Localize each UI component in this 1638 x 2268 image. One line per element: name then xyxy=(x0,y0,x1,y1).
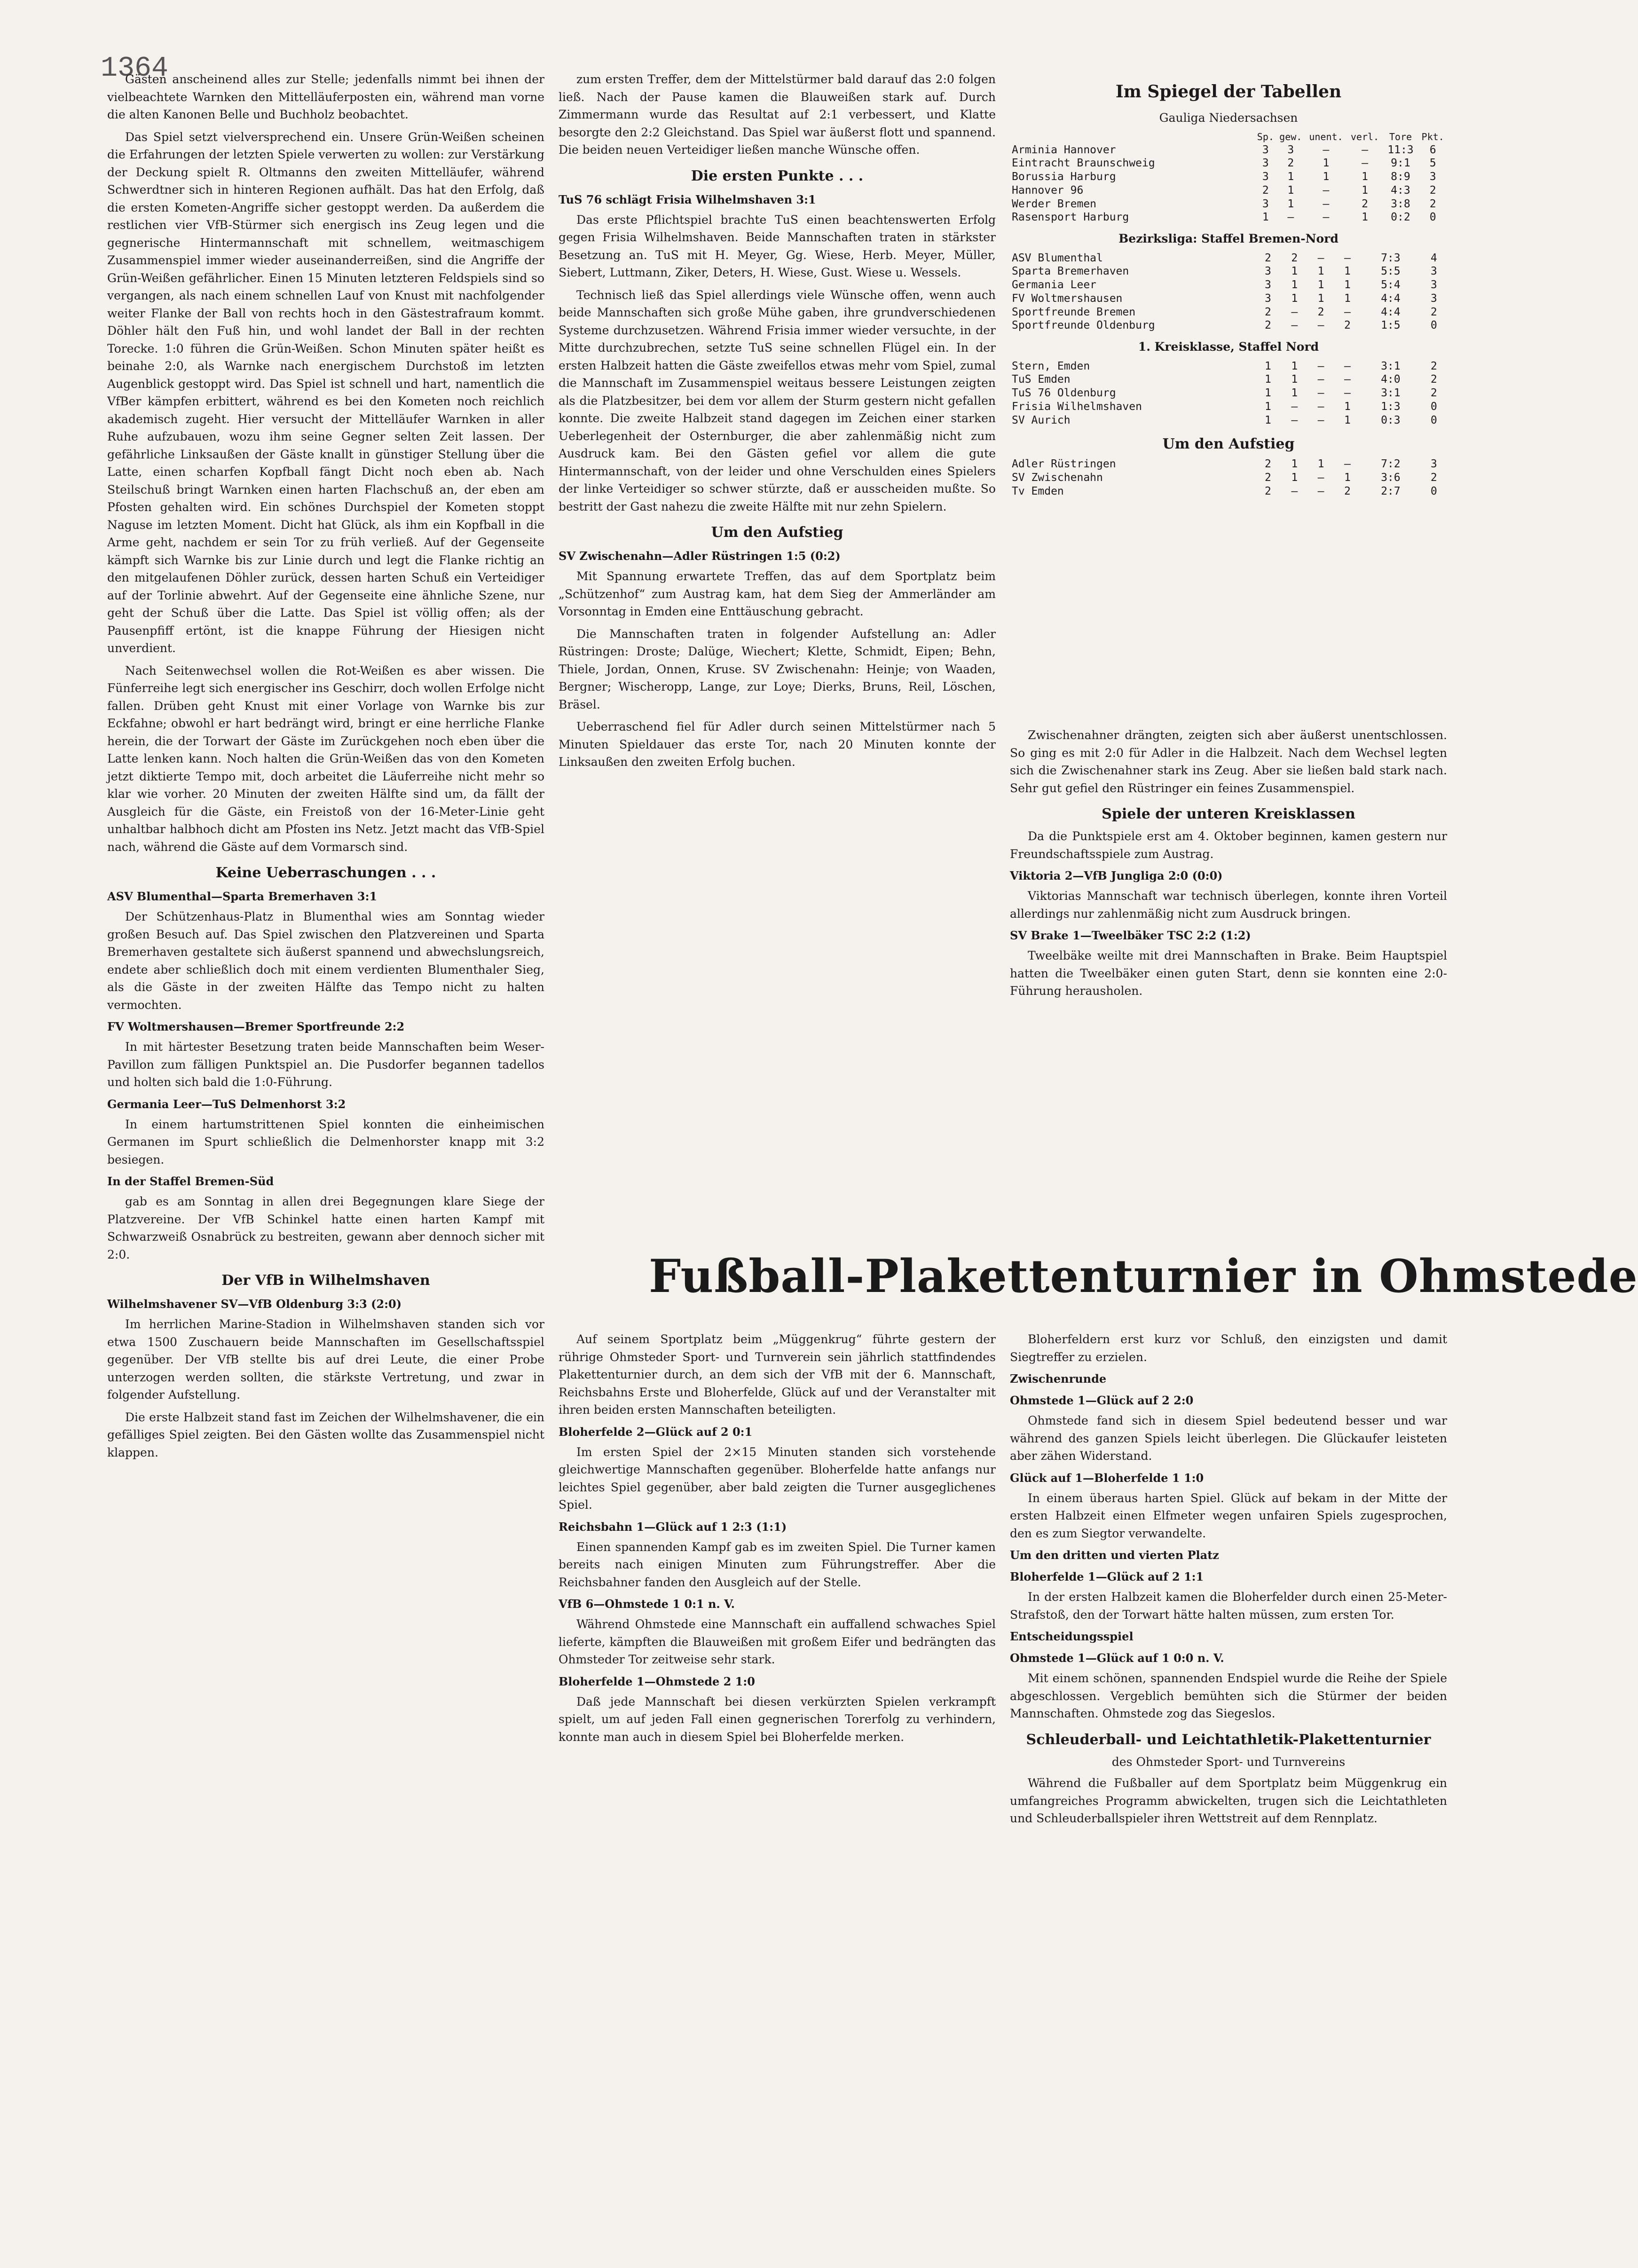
table-cell: 6 xyxy=(1429,143,1436,156)
table-cell: 3 xyxy=(1262,197,1269,210)
team-name: Stern, Emden xyxy=(1012,360,1090,372)
table-header: Sp. gew. unent. verl. Tore Pkt. xyxy=(1257,131,1444,142)
table-cell: 1 xyxy=(1291,292,1298,305)
table-cell: 0 xyxy=(1430,414,1437,426)
table-row xyxy=(1010,170,1447,184)
team-name: Germania Leer xyxy=(1012,279,1097,291)
table-cell: 7:3 xyxy=(1381,252,1401,264)
table-cell: 1 xyxy=(1291,472,1298,484)
paragraph: Viktorias Mannschaft war technisch überlegen, konnte ihren Vorteil allerdings nur zahlenmäßig nicht zum Ausdruck bringen. xyxy=(1010,889,1447,921)
league-name: 1. Kreisklasse, Staffel Nord xyxy=(1138,340,1319,354)
match-title: Bloherfelde 1—Glück auf 2 1:1 xyxy=(1010,1570,1204,1583)
table-cell: 3 xyxy=(1262,143,1269,156)
section-heading: Spiele der unteren Kreisklassen xyxy=(1102,806,1355,822)
table-cell: — xyxy=(1291,400,1298,413)
table-cell: 1 xyxy=(1317,279,1324,291)
table-cell: — xyxy=(1291,414,1298,426)
table-row xyxy=(1010,485,1447,498)
team-name: SV Zwischenahn xyxy=(1012,472,1103,484)
table-cell: — xyxy=(1362,157,1368,170)
match-title: In der Staffel Bremen-Süd xyxy=(107,1174,274,1188)
table-cell: 0 xyxy=(1429,211,1436,224)
match-title: VfB 6—Ohmstede 1 0:1 n. V. xyxy=(559,1597,735,1611)
table-cell: — xyxy=(1317,485,1324,497)
section-heading: Um den Aufstieg xyxy=(711,524,843,541)
table-cell: 1 xyxy=(1265,387,1271,399)
table-cell: 1:5 xyxy=(1381,319,1401,332)
table-cell: — xyxy=(1317,414,1324,426)
column-3-lower xyxy=(1010,1331,1447,2214)
table-cell: 5:4 xyxy=(1381,279,1401,291)
section-heading: Der VfB in Wilhelmshaven xyxy=(221,1272,430,1289)
section-heading: Die ersten Punkte . . . xyxy=(691,167,864,184)
table-cell: 1 xyxy=(1362,211,1368,224)
paragraph: Tweelbäke weilte mit drei Mannschaften in Brake. Beim Hauptspiel hatten die Tweelbäker einen guten Start, denn sie konnten eine 2:0-Führung herausholen. xyxy=(1010,949,1447,998)
league-name: Bezirksliga: Staffel Bremen-Nord xyxy=(1118,232,1339,245)
table-cell: 2 xyxy=(1291,252,1298,264)
team-name: TuS Emden xyxy=(1012,373,1071,386)
table-cell: 4:4 xyxy=(1381,292,1401,305)
table-cell: 1 xyxy=(1344,265,1351,278)
table-cell: 4:3 xyxy=(1391,184,1410,197)
table-cell: 0:3 xyxy=(1381,414,1401,426)
table-cell: 3 xyxy=(1430,265,1437,278)
table-cell: — xyxy=(1323,143,1330,156)
paragraph: Daß jede Mannschaft bei diesen verkürzten Spielen verkrampft spielt, um auf jeden Fall einen gegnerischen Torerfolg zu verhindern, konnte man auch in diesem Spiel bei Bloherfelde merken. xyxy=(559,1694,996,1744)
paragraph: Bloherfeldern erst kurz vor Schluß, den einzigsten und damit Siegtreffer zu erzielen. xyxy=(1010,1332,1447,1364)
table-cell: 2 xyxy=(1430,472,1437,484)
column-2 xyxy=(559,71,996,1234)
paragraph: Die Mannschaften traten in folgender Aufstellung an: Adler Rüstringen: Droste; Dalüge, Wiechert; Klette, Schmidt, Eipen; Behn, Thiele, Jordan, Onnen, Kruse. SV Zwischenahn: Heinje; von Waaden, Bergner; Wischeropp, Lange, zur Loye; Dierks, Bruns, Reil, Löschen, Bräsel. xyxy=(559,627,996,711)
team-name: Sparta Bremerhaven xyxy=(1012,265,1129,278)
paragraph: Mit einem schönen, spannenden Endspiel wurde die Reihe der Spiele abgeschlossen. Vergeblich bemühten sich die Stürmer der beiden Mannschaften. Ohmstede zog das Siegeslos. xyxy=(1010,1671,1447,1720)
table-cell: 1 xyxy=(1265,373,1271,386)
table-row xyxy=(1010,252,1447,265)
table-cell: — xyxy=(1344,306,1351,318)
table-cell: — xyxy=(1317,387,1324,399)
team-name: Werder Bremen xyxy=(1012,197,1097,210)
table-row xyxy=(1010,278,1447,292)
team-name: Arminia Hannover xyxy=(1012,143,1116,156)
table-cell: — xyxy=(1291,485,1298,497)
table-cell: 1 xyxy=(1344,400,1351,413)
table-cell: 3:8 xyxy=(1391,197,1410,210)
table-cell: 0 xyxy=(1430,400,1437,413)
table-cell: 9:1 xyxy=(1391,157,1410,170)
table-cell: 1 xyxy=(1317,292,1324,305)
table-row xyxy=(1010,306,1447,319)
table-cell: 3 xyxy=(1430,292,1437,305)
table-cell: 2 xyxy=(1362,197,1368,210)
paragraph: Im herrlichen Marine-Stadion in Wilhelmshaven standen sich vor etwa 1500 Zuschauern beide Mannschaften im Gesellschaftsspiel gegenüber. Der VfB stellte bis auf drei Leute, die einer Probe unterzogen werden sollten, die stärkste Vertretung, und zwar in folgender Aufstellung. xyxy=(107,1317,544,1402)
match-title: SV Zwischenahn—Adler Rüstringen 1:5 (0:2) xyxy=(559,549,841,563)
table-row xyxy=(1010,211,1447,224)
paragraph: Im ersten Spiel der 2×15 Minuten standen sich vorstehende gleichwertige Mannschaften gegenüber. Bloherfelde hatte anfangs nur leichtes Spiel gegenüber, aber bald zeigten die Turner ausgeglichenes Spiel. xyxy=(559,1445,996,1512)
table-cell: — xyxy=(1344,360,1351,372)
team-name: TuS 76 Oldenburg xyxy=(1012,387,1116,399)
table-cell: 2:7 xyxy=(1381,485,1401,497)
table-row xyxy=(1010,386,1447,400)
table-row xyxy=(1010,400,1447,414)
standings-table-aufstieg xyxy=(1010,457,1447,498)
table-cell: 1 xyxy=(1344,472,1351,484)
table-cell: 2 xyxy=(1265,472,1271,484)
table-row xyxy=(1010,184,1447,197)
match-title: Germania Leer—TuS Delmenhorst 3:2 xyxy=(107,1097,346,1111)
table-cell: 3:1 xyxy=(1381,387,1401,399)
table-cell: — xyxy=(1323,211,1330,224)
table-row xyxy=(1010,360,1447,373)
table-cell: 2 xyxy=(1430,306,1437,318)
table-cell: 8:9 xyxy=(1391,171,1410,183)
table-cell: 3 xyxy=(1287,143,1294,156)
table-cell: 1 xyxy=(1317,265,1324,278)
table-cell: 2 xyxy=(1265,252,1271,264)
paragraph: Das erste Pflichtspiel brachte TuS einen beachtenswerten Erfolg gegen Frisia Wilhelmshaven. Beide Mannschaften traten in stärkster Besetzung an. TuS mit H. Meyer, Gg. Wiese, Herb. Meyer, Müller, Siebert, Luttmann, Ziker, Deters, H. Wiese, Gust. Wiese u. Wessels. xyxy=(559,213,996,279)
team-name: Tv Emden xyxy=(1012,485,1064,497)
table-cell: 1 xyxy=(1291,373,1298,386)
table-cell: 2 xyxy=(1265,306,1271,318)
team-name: Borussia Harburg xyxy=(1012,171,1116,183)
table-cell: — xyxy=(1317,400,1324,413)
table-cell: 1 xyxy=(1344,292,1351,305)
team-name: Eintracht Braunschweig xyxy=(1012,157,1155,170)
table-cell: 1 xyxy=(1265,360,1271,372)
match-title: Zwischenrunde xyxy=(1010,1372,1107,1386)
column-2-lower xyxy=(559,1331,996,2214)
table-cell: 1 xyxy=(1291,387,1298,399)
paragraph: In der ersten Halbzeit kamen die Bloherfelder durch einen 25-Meter-Strafstoß, den der Torwart hätte halten müssen, zum ersten Tor. xyxy=(1010,1590,1447,1622)
table-cell: 2 xyxy=(1265,458,1271,471)
table-cell: 1 xyxy=(1265,400,1271,413)
paragraph: Ueberraschend fiel für Adler durch seinen Mittelstürmer nach 5 Minuten Spieldauer das erste Tor, nach 20 Minuten konnte der Linksaußen den zweiten Erfolg buchen. xyxy=(559,720,996,769)
section-heading: Schleuderball- und Leichtathletik-Plakettenturnier xyxy=(1026,1731,1431,1748)
table-cell: — xyxy=(1317,373,1324,386)
table-cell: 1 xyxy=(1362,171,1368,183)
table-cell: 4:4 xyxy=(1381,306,1401,318)
table-cell: — xyxy=(1362,143,1368,156)
paragraph: Während Ohmstede eine Mannschaft ein auffallend schwaches Spiel lieferte, kämpften die Blauweißen mit großem Eifer und bedrängten das Ohmsteder Tor zeitweise sehr stark. xyxy=(559,1617,996,1666)
table-cell: 4:0 xyxy=(1381,373,1401,386)
table-cell: 3:6 xyxy=(1381,472,1401,484)
table-cell: 1 xyxy=(1317,458,1324,471)
standings-table-gauliga xyxy=(1010,131,1447,225)
table-cell: — xyxy=(1323,184,1330,197)
subheading: des Ohmsteder Sport- und Turnvereins xyxy=(1111,1755,1346,1769)
team-name: Sportfreunde Bremen xyxy=(1012,306,1136,318)
table-cell: 1 xyxy=(1362,184,1368,197)
match-title: Bloherfelde 1—Ohmstede 2 1:0 xyxy=(559,1674,755,1688)
table-cell: 0 xyxy=(1430,485,1437,497)
table-cell: 1 xyxy=(1287,184,1294,197)
paragraph: Ohmstede fand sich in diesem Spiel bedeutend besser und war während des ganzen Spiels leicht überlegen. Die Glückaufer leisteten aber zähen Widerstand. xyxy=(1010,1414,1447,1463)
table-cell: 2 xyxy=(1344,319,1351,332)
section-heading: Keine Ueberraschungen . . . xyxy=(215,865,436,881)
paragraph: Die erste Halbzeit stand fast im Zeichen der Wilhelmshavener, die ein gefälliges Spiel zeigten. Bei den Gästen wollte das Zusammenspiel nicht klappen. xyxy=(107,1410,544,1459)
table-cell: 2 xyxy=(1344,485,1351,497)
match-title: Ohmstede 1—Glück auf 1 0:0 n. V. xyxy=(1010,1651,1224,1665)
table-cell: 11:3 xyxy=(1387,143,1414,156)
table-cell: 1 xyxy=(1344,279,1351,291)
team-name: SV Aurich xyxy=(1012,414,1071,426)
column-3-text xyxy=(1010,726,1447,1316)
table-cell: 2 xyxy=(1265,319,1271,332)
table-cell: — xyxy=(1344,458,1351,471)
column-3-tables xyxy=(1010,71,1447,719)
team-name: Rasensport Harburg xyxy=(1012,211,1129,224)
standings-table-kreis xyxy=(1010,360,1447,427)
table-cell: 2 xyxy=(1430,360,1437,372)
table-row xyxy=(1010,265,1447,278)
table-row xyxy=(1010,373,1447,386)
league-name: Gauliga Niedersachsen xyxy=(1159,111,1298,125)
table-cell: 2 xyxy=(1430,373,1437,386)
table-cell: 3 xyxy=(1429,171,1436,183)
table-cell: 3 xyxy=(1265,265,1271,278)
table-cell: 2 xyxy=(1287,157,1294,170)
table-cell: 3 xyxy=(1265,292,1271,305)
table-cell: — xyxy=(1344,373,1351,386)
main-headline: Fußball-Plakettenturnier in Ohmstede xyxy=(649,1250,1638,1303)
table-cell: 2 xyxy=(1265,485,1271,497)
table-row xyxy=(1010,471,1447,485)
table-cell: 2 xyxy=(1430,387,1437,399)
table-cell: 2 xyxy=(1429,197,1436,210)
paragraph: Da die Punktspiele erst am 4. Oktober beginnen, kamen gestern nur Freundschaftsspiele zum Austrag. xyxy=(1010,829,1447,861)
table-cell: 1 xyxy=(1291,279,1298,291)
paragraph: Das Spiel setzt vielversprechend ein. Unsere Grün-Weißen scheinen die Erfahrungen der letzten Spiele verwerten zu wollen: zur Verstärkung der Deckung spielt R. Oltmanns den zweiten Mittelläufer, während Schwerdtner sich in hinteren Regionen aufhält. Das hat den Erfolg, daß die ersten Kometen-Angriffe sicher gestoppt werden. Da außerdem die restlichen vier VfB-Stürmer sich energisch ins Zeug legen und die gegnerische Hintermannschaft mit schnellem, weitmaschigem Zusammenspiel immer wieder auseinanderreißen, sind die Angriffe der Grün-Weißen gefährlicher. Einen 15 Minuten letzteren Feldspiels sind so vergangen, als nach einem schnellen Lauf von Knust mit nachfolgender weiter Flanke der Ball von rechts hoch in den Gästestrafraum kommt. Döhler hält den Fuß hin, und wohl landet der Ball in der rechten Torecke. 1:0 führen die Grün-Weißen. Schon Minuten später heißt es beinahe 2:0, als Warnke nach energischem Durchstoß im letzten Augenblick gestoppt wird. Das Spiel ist schnell und hart, namentlich die VfBer kämpfen erbittert, während es bei den Kometen noch reichlich akademisch zugeht. Hier versucht der Mittelläufer Warnken in aller Ruhe aufzubauen, wozu ihm seine Gegner selten Zeit lassen. Der gefährliche Linksaußen der Gäste knallt in günstiger Stellung über die Latte, einen scharfen Kopfball fängt Dicht noch eben ab. Nach Steilschuß bringt Warnken einen harten Flachschuß an, der eben am Pfosten gehalten wird. Ein schönes Durchspiel der Kometen stoppt Naguse im letzten Moment. Dicht hat Glück, als ihm ein Kopfball in die Arme geht, nachdem er sein Tor zu früh verließ. Auf der Gegenseite kämpft sich Warnke bis zur Linie durch und legt die Flanke richtig an den mitgelaufenen Döhler zurück, dessen harten Schuß ein Verteidiger auf der Torlinie abwehrt. Auf der Gegenseite eine ähnliche Szene, nur geht der Schuß über die Latte. Das Spiel ist völlig offen; als der Pausenpfiff ertönt, ist die knappe Führung der Hiesigen nicht unverdient. xyxy=(107,130,544,655)
page-number: 1364 xyxy=(101,53,169,85)
paragraph: Einen spannenden Kampf gab es im zweiten Spiel. Die Turner kamen bereits nach einigen Minuten zum Führungstreffer. Aber die Reichsbahner fanden den Ausgleich auf der Stelle. xyxy=(559,1540,996,1589)
team-name: ASV Blumenthal xyxy=(1012,252,1103,264)
match-title: TuS 76 schlägt Frisia Wilhelmshaven 3:1 xyxy=(559,192,816,206)
match-title: Ohmstede 1—Glück auf 2 2:0 xyxy=(1010,1394,1194,1407)
paragraph: Technisch ließ das Spiel allerdings viele Wünsche offen, wenn auch beide Mannschaften sich große Mühe gaben, ihre grundverschiedenen Systeme durchzusetzen. Während Frisia immer wieder versuchte, in der Mitte durchzubrechen, setzte TuS seine schnellen Flügel ein. In der ersten Halbzeit hatten die Gäste zweifellos etwas mehr vom Spiel, zumal die Mannschaft im Zusammenspiel weitaus bessere Leistungen zeigten als die Platzbesitzer, bei dem vor allem der Sturm gestern nicht gefallen konnte. Die zweite Halbzeit stand dagegen im Zeichen einer starken Ueberlegenheit der Osternburger, die aber zahlenmäßig nicht zum Ausdruck kam. Bei den Gästen gefiel vor allem die gute Hintermannschaft, von der leider und ohne Verschulden eines Spielers der linke Verteidiger so schwer stürzte, daß er ausscheiden mußte. So bestritt der Gast nahezu die zweite Hälfte mit nur zehn Spielern. xyxy=(559,288,996,513)
table-cell: — xyxy=(1287,211,1294,224)
match-title: Bloherfelde 2—Glück auf 2 0:1 xyxy=(559,1425,753,1439)
table-cell: 1 xyxy=(1287,197,1294,210)
match-title: Wilhelmshavener SV—VfB Oldenburg 3:3 (2:0) xyxy=(107,1297,402,1311)
table-cell: 1:3 xyxy=(1381,400,1401,413)
table-cell: 1 xyxy=(1287,171,1294,183)
column-1 xyxy=(107,71,544,2214)
paragraph: zum ersten Treffer, dem der Mittelstürmer bald darauf das 2:0 folgen ließ. Nach der Pause kamen die Blauweißen stark auf. Durch Zimmermann wurde das Resultat auf 2:1 verbessert, und Klatte besorgte den 2:2 Gleichstand. Das Spiel war äußerst flott und spannend. Die beiden neuen Verteidiger ließen manche Wünsche offen. xyxy=(559,72,996,157)
table-cell: — xyxy=(1291,319,1298,332)
table-cell: — xyxy=(1317,360,1324,372)
table-cell: 1 xyxy=(1262,211,1269,224)
table-cell: 3 xyxy=(1265,279,1271,291)
table-cell: 3:1 xyxy=(1381,360,1401,372)
paragraph: In mit härtester Besetzung traten beide Mannschaften beim Weser-Pavillon zum fälligen Punktspiel an. Die Pusdorfer begannen tadellos und holten sich bald die 1:0-Führung. xyxy=(107,1040,544,1089)
table-cell: 1 xyxy=(1265,414,1271,426)
paragraph: In einem überaus harten Spiel. Glück auf bekam in der Mitte der ersten Halbzeit einen Elfmeter wegen unfairen Spiels zugesprochen, den es zum Siegtor verwandelte. xyxy=(1010,1491,1447,1540)
table-cell: 2 xyxy=(1429,184,1436,197)
table-cell: 1 xyxy=(1291,265,1298,278)
team-name: FV Woltmershausen xyxy=(1012,292,1123,305)
tables-title: Im Spiegel der Tabellen xyxy=(1115,82,1342,102)
paragraph: Gästen anscheinend alles zur Stelle; jedenfalls nimmt bei ihnen der vielbeachtete Warnken den Mittelläuferposten ein, während man vorne die alten Kanonen Belle und Buchholz beobachtet. xyxy=(107,72,544,121)
team-name: Adler Rüstringen xyxy=(1012,458,1116,471)
table-cell: 0:2 xyxy=(1391,211,1410,224)
table-cell: 3 xyxy=(1430,279,1437,291)
section-heading: Um den Aufstieg xyxy=(1162,436,1295,453)
paragraph: Nach Seitenwechsel wollen die Rot-Weißen es aber wissen. Die Fünferreihe legt sich energischer ins Geschirr, doch wollen Erfolge nicht fallen. Drüben geht Knust mit einer Vorlage von Warnke bis zur Eckfahne; obwohl er hart bedrängt wird, bringt er eine herrliche Flanke herein, die der Torwart der Gäste im Zurückgehen noch eben über die Latte lenken kann. Noch halten die Grün-Weißen das von den Kometen jetzt diktierte Tempo mit, doch arbeitet die Läuferreihe nicht mehr so klar wie vorher. 20 Minuten der zweiten Hälfte sind um, da fällt der Ausgleich für die Gäste, ein Freistoß von der 16-Meter-Linie geht unhaltbar halbhoch dicht am Pfosten ins Netz. Jetzt macht das VfB-Spiel nach, während die Gäste auf dem Vormarsch sind. xyxy=(107,663,544,854)
match-title: SV Brake 1—Tweelbäker TSC 2:2 (1:2) xyxy=(1010,929,1251,942)
table-cell: — xyxy=(1291,306,1298,318)
paragraph: Auf seinem Sportplatz beim „Müggenkrug“ führte gestern der rührige Ohmsteder Sport- und Turnverein sein jährlich stattfindendes Plakettenturnier durch, an dem sich der VfB mit der 6. Mannschaft, Reichsbahns Erste und Bloherfelde, Glück auf und der Veranstalter mit ihren beiden ersten Mannschaften beteiligten. xyxy=(559,1332,996,1417)
table-row xyxy=(1010,457,1447,471)
table-cell: — xyxy=(1317,252,1324,264)
table-row xyxy=(1010,414,1447,427)
match-title: ASV Blumenthal—Sparta Bremerhaven 3:1 xyxy=(107,890,378,903)
table-cell: 1 xyxy=(1344,414,1351,426)
table-row xyxy=(1010,319,1447,332)
table-cell: 0 xyxy=(1430,319,1437,332)
paragraph: Mit Spannung erwartete Treffen, das auf dem Sportplatz beim „Schützenhof“ zum Austrag kam, hat dem Sieg der Ammerländer am Vorsonntag in Emden eine Enttäuschung gebracht. xyxy=(559,569,996,618)
table-row xyxy=(1010,292,1447,306)
table-cell: 5 xyxy=(1429,157,1436,170)
table-cell: — xyxy=(1344,252,1351,264)
table-row xyxy=(1010,143,1447,157)
table-cell: 1 xyxy=(1291,458,1298,471)
table-cell: — xyxy=(1344,387,1351,399)
paragraph: gab es am Sonntag in allen drei Begegnungen klare Siege der Platzvereine. Der VfB Schinkel hatte einen harten Kampf mit Schwarzweiß Osnabrück zu bestreiten, gewann aber dennoch sicher mit 2:0. xyxy=(107,1195,544,1261)
table-cell: 3 xyxy=(1262,171,1269,183)
table-cell: 1 xyxy=(1323,171,1330,183)
paragraph: Der Schützenhaus-Platz in Blumenthal wies am Sonntag wieder großen Besuch auf. Das Spiel zwischen den Platzvereinen und Sparta Bremerhaven gestaltete sich äußerst spannend und abwechslungsreich, endete aber schließlich doch mit einem verdienten Blumenthaler Sieg, als die Gäste in der zweiten Hälfte das Tempo nicht zu halten vermochten. xyxy=(107,910,544,1012)
standings-table-bremen xyxy=(1010,252,1447,333)
table-cell: 2 xyxy=(1317,306,1324,318)
match-title: Viktoria 2—VfB Jungliga 2:0 (0:0) xyxy=(1010,869,1223,882)
table-cell: 3 xyxy=(1430,458,1437,471)
match-title: Entscheidungsspiel xyxy=(1010,1630,1134,1643)
table-cell: 1 xyxy=(1291,360,1298,372)
match-title: Glück auf 1—Bloherfelde 1 1:0 xyxy=(1010,1471,1204,1485)
team-name: Frisia Wilhelmshaven xyxy=(1012,400,1142,413)
table-cell: 5:5 xyxy=(1381,265,1401,278)
table-cell: 3 xyxy=(1262,157,1269,170)
match-title: Um den dritten und vierten Platz xyxy=(1010,1548,1219,1562)
table-cell: — xyxy=(1317,472,1324,484)
team-name: Hannover 96 xyxy=(1012,184,1084,197)
table-row xyxy=(1010,197,1447,211)
table-cell: — xyxy=(1323,197,1330,210)
paragraph: In einem hartumstrittenen Spiel konnten die einheimischen Germanen im Spurt schließlich die Delmenhorster knapp mit 3:2 besiegen. xyxy=(107,1117,544,1166)
table-cell: — xyxy=(1317,319,1324,332)
paragraph: Zwischenahner drängten, zeigten sich aber äußerst unentschlossen. So ging es mit 2:0 für Adler in die Halbzeit. Nach dem Wechsel legten sich die Zwischenahner stark ins Zeug. Aber sie ließen bald stark nach. Sehr gut gefiel den Rüstringer ein feines Zusammenspiel. xyxy=(1010,728,1447,795)
table-cell: 2 xyxy=(1262,184,1269,197)
match-title: Reichsbahn 1—Glück auf 1 2:3 (1:1) xyxy=(559,1520,787,1534)
paragraph: Während die Fußballer auf dem Sportplatz beim Müggenkrug ein umfangreiches Programm abwickelten, trugen sich die Leichtathleten und Schleuderballspieler ihren Wettstreit auf dem Rennplatz. xyxy=(1010,1776,1447,1825)
table-cell: 7:2 xyxy=(1381,458,1401,471)
table-cell: 1 xyxy=(1323,157,1330,170)
table-row xyxy=(1010,157,1447,170)
team-name: Sportfreunde Oldenburg xyxy=(1012,319,1155,332)
match-title: FV Woltmershausen—Bremer Sportfreunde 2:2 xyxy=(107,1020,405,1033)
table-cell: 4 xyxy=(1430,252,1437,264)
